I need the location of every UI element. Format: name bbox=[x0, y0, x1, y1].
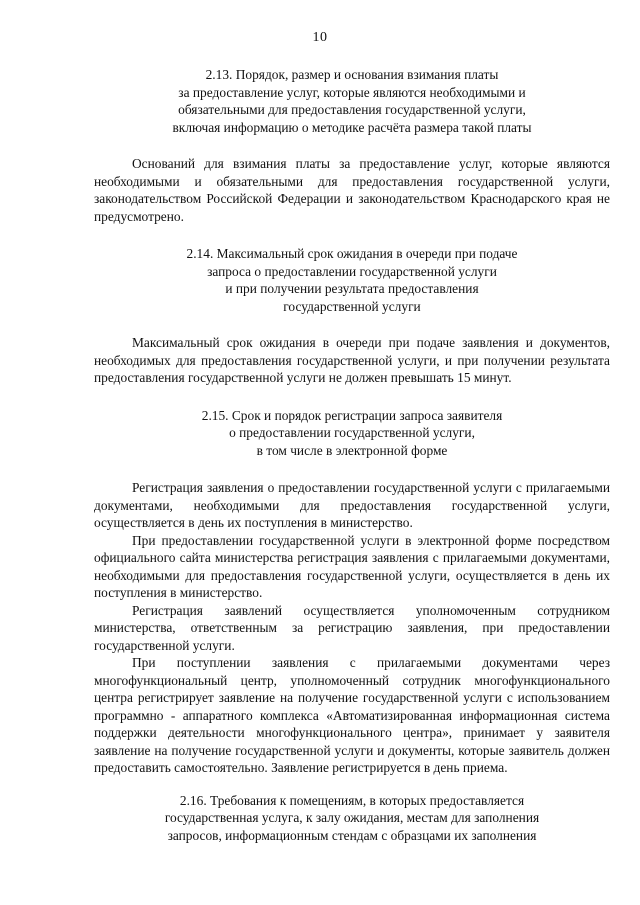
paragraph-2-15-2: При предоставлении государственной услуги в электронной форме посредством официального сайта министерства регистрация заявления с прилагаемыми документами, необходимыми для предоставления государственной услуги, осуществляется в день их поступления в министерство. bbox=[94, 532, 610, 600]
paragraph-2-13-1: Оснований для взимания платы за предоставление услуг, которые являются необходимыми и обязательными для предоставления государственной услуги, законодательством Российской Федерации и законодательством Краснодарского края не предусмотрено. bbox=[94, 156, 610, 224]
section-title-line: 2.16. Требования к помещениям, в которых предоставляется bbox=[179, 792, 525, 808]
section-title-line: в том числе в электронной форме bbox=[256, 442, 448, 458]
section-title-line: запросов, информационным стендам с образцами их заполнения bbox=[167, 827, 537, 843]
section-title-2-13 bbox=[94, 66, 610, 136]
section-title-line: включая информацию о методике расчёта размера такой платы bbox=[172, 119, 532, 135]
section-title-line: государственной услуги bbox=[283, 298, 421, 314]
page-number: 10 bbox=[312, 30, 328, 45]
section-title-line: и при получении результата предоставления bbox=[225, 281, 479, 296]
paragraph-2-15-3: Регистрация заявлений осуществляется уполномоченным сотрудником министерства, ответственным за регистрацию заявления, при предоставлении государственной услуги. bbox=[94, 602, 610, 653]
section-title-line: 2.15. Срок и порядок регистрации запроса заявителя bbox=[201, 407, 503, 423]
paragraph-2-14-1: Максимальный срок ожидания в очереди при подаче заявления и документов, необходимых для предоставления государственной услуги, и при получении результата предоставления государственной услуги не должен превышать 15 минут. bbox=[94, 335, 610, 385]
section-title-line: за предоставление услуг, которые являются необходимыми и bbox=[178, 84, 526, 100]
section-title-line: запроса о предоставлении государственной услуги bbox=[207, 263, 497, 279]
section-title-line: обязательными для предоставления государственной услуги, bbox=[178, 102, 526, 117]
section-title-line: о предоставлении государственной услуги, bbox=[229, 425, 475, 440]
section-title-2-16 bbox=[94, 792, 610, 845]
paragraph-2-15-4: При поступлении заявления с прилагаемыми документами через многофункциональный центр, уполномоченный сотрудник многофункционального центра регистрирует заявление на получение государственной услуги с использованием программно - аппаратного комплекса «Автоматизированная информационная система поддержки деятельности многофункционального центра», принимает у заявителя заявление на получение государственной услуги и документы, которые заявитель должен предоставить самостоятельно. Заявление регистрируется в день приема. bbox=[94, 655, 610, 775]
section-title-line: 2.13. Порядок, размер и основания взимания платы bbox=[205, 67, 499, 82]
section-title-line: 2.14. Максимальный срок ожидания в очереди при подаче bbox=[186, 246, 518, 261]
section-title-2-15 bbox=[94, 407, 610, 460]
paragraph-2-15-1: Регистрация заявления о предоставлении государственной услуги с прилагаемыми документами, необходимыми для предоставления государственной услуги, осуществляется в день их поступления в министерство. bbox=[94, 480, 610, 530]
section-title-2-14 bbox=[94, 245, 610, 315]
document-body bbox=[94, 60, 610, 844]
section-title-line: государственная услуга, к залу ожидания, местам для заполнения bbox=[164, 810, 540, 825]
